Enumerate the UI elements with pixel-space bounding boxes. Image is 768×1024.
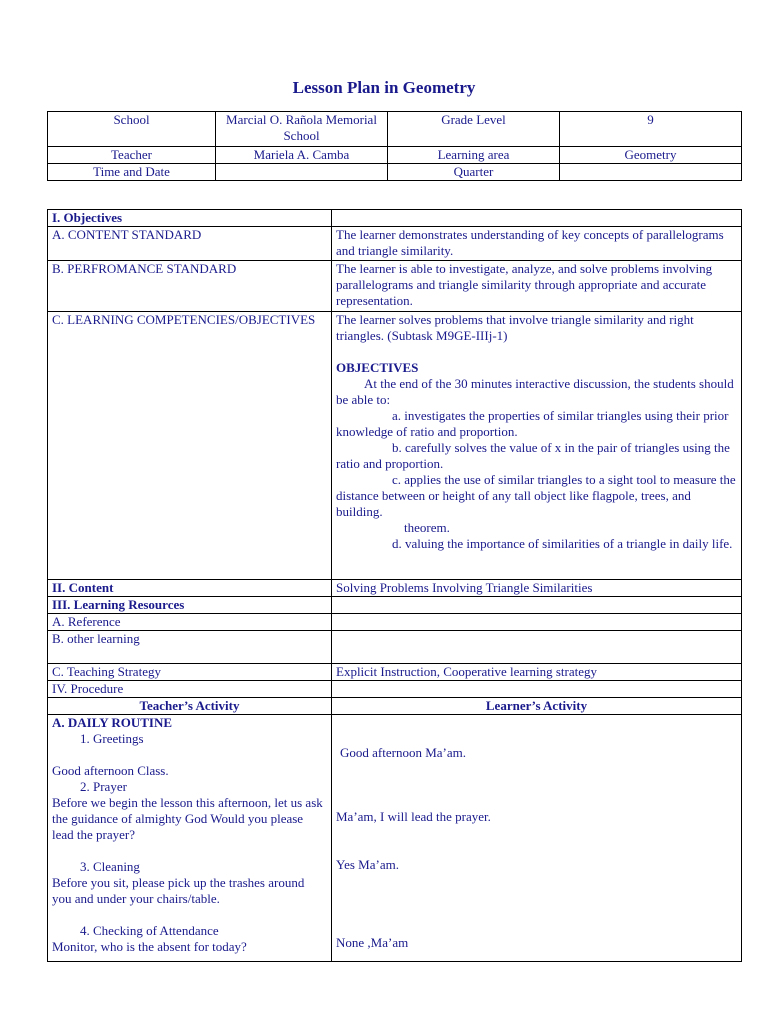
cleaning-teacher: Before you sit, please pick up the trashes around you and under your chairs/table.: [52, 875, 305, 906]
cleaning-label: 3. Cleaning: [80, 859, 140, 874]
attendance-teacher: Monitor, who is the absent for today?: [52, 939, 247, 954]
learner-activity-cell: [332, 715, 742, 962]
teacher-label: Teacher: [48, 147, 216, 164]
lesson-table: [47, 209, 742, 962]
competencies-label: C. LEARNING COMPETENCIES/OBJECTIVES: [48, 312, 332, 580]
school-value: Marcial O. Rañola Memorial School: [216, 112, 388, 147]
objective-c: c. applies the use of similar triangles to a sight tool to measure the distance between or height of any tall object like flagpole, trees, and building.: [336, 472, 736, 519]
learner-prayer: Ma’am, I will lead the prayer.: [336, 809, 491, 824]
performance-standard-text: The learner is able to investigate, analyze, and solve problems involving parallelograms and triangle similarity through appropriate and accurate representation.: [332, 261, 742, 312]
quarter-label: Quarter: [388, 164, 560, 181]
greetings-label: 1. Greetings: [80, 731, 144, 746]
competencies-cell: [332, 312, 742, 580]
learner-greet: Good afternoon Ma’am.: [340, 745, 466, 760]
grade-value: 9: [560, 112, 742, 147]
teacher-activity-cell: [48, 715, 332, 962]
grade-label: Grade Level: [388, 112, 560, 147]
content-standard-label: A. CONTENT STANDARD: [48, 227, 332, 261]
time-label: Time and Date: [48, 164, 216, 181]
objective-a: a. investigates the properties of similar triangles using their prior knowledge of ratio and proportion.: [336, 408, 729, 439]
other-learning-label: B. other learning: [48, 631, 332, 664]
content-standard-text: The learner demonstrates understanding of key concepts of parallelograms and triangle similarity.: [332, 227, 742, 261]
strategy-label: C. Teaching Strategy: [48, 664, 332, 681]
area-label: Learning area: [388, 147, 560, 164]
area-value: Geometry: [560, 147, 742, 164]
learner-yes: Yes Ma’am.: [336, 857, 399, 872]
performance-standard-label: B. PERFROMANCE STANDARD: [48, 261, 332, 312]
objective-b: b. carefully solves the value of x in the pair of triangles using the ratio and proportion.: [336, 440, 730, 471]
quarter-value: [560, 164, 742, 181]
learner-activity-header: Learner’s Activity: [332, 698, 742, 715]
prayer-teacher: Before we begin the lesson this afternoon, let us ask the guidance of almighty God Would you please lead the prayer?: [52, 795, 323, 842]
attendance-label: 4. Checking of Attendance: [80, 923, 219, 938]
objective-d: d. valuing the importance of similarities of a triangle in daily life.: [392, 536, 733, 551]
competencies-text: The learner solves problems that involve triangle similarity and right triangles. (Subtask M9GE-IIIj-1): [336, 312, 694, 343]
daily-routine-heading: A. DAILY ROUTINE: [52, 715, 173, 730]
page-title: Lesson Plan in Geometry: [292, 78, 476, 97]
objectives-subheading: OBJECTIVES: [336, 360, 419, 375]
time-value: [216, 164, 388, 181]
content-label: II. Content: [48, 580, 332, 597]
learner-none: None ,Ma’am: [336, 935, 409, 950]
prayer-label: 2. Prayer: [80, 779, 127, 794]
content-text: Solving Problems Involving Triangle Similarities: [332, 580, 742, 597]
resources-label: III. Learning Resources: [48, 597, 332, 614]
reference-label: A. Reference: [48, 614, 332, 631]
procedure-label: IV. Procedure: [48, 681, 332, 698]
info-table: [47, 111, 742, 181]
teacher-activity-header: Teacher’s Activity: [48, 698, 332, 715]
strategy-text: Explicit Instruction, Cooperative learning strategy: [332, 664, 742, 681]
school-label: School: [48, 112, 216, 147]
teacher-value: Mariela A. Camba: [216, 147, 388, 164]
objectives-intro: At the end of the 30 minutes interactive discussion, the students should be able to:: [336, 376, 734, 407]
objectives-heading: I. Objectives: [48, 210, 332, 227]
objective-theorem: theorem.: [404, 520, 450, 535]
greet-teacher: Good afternoon Class.: [52, 763, 169, 778]
